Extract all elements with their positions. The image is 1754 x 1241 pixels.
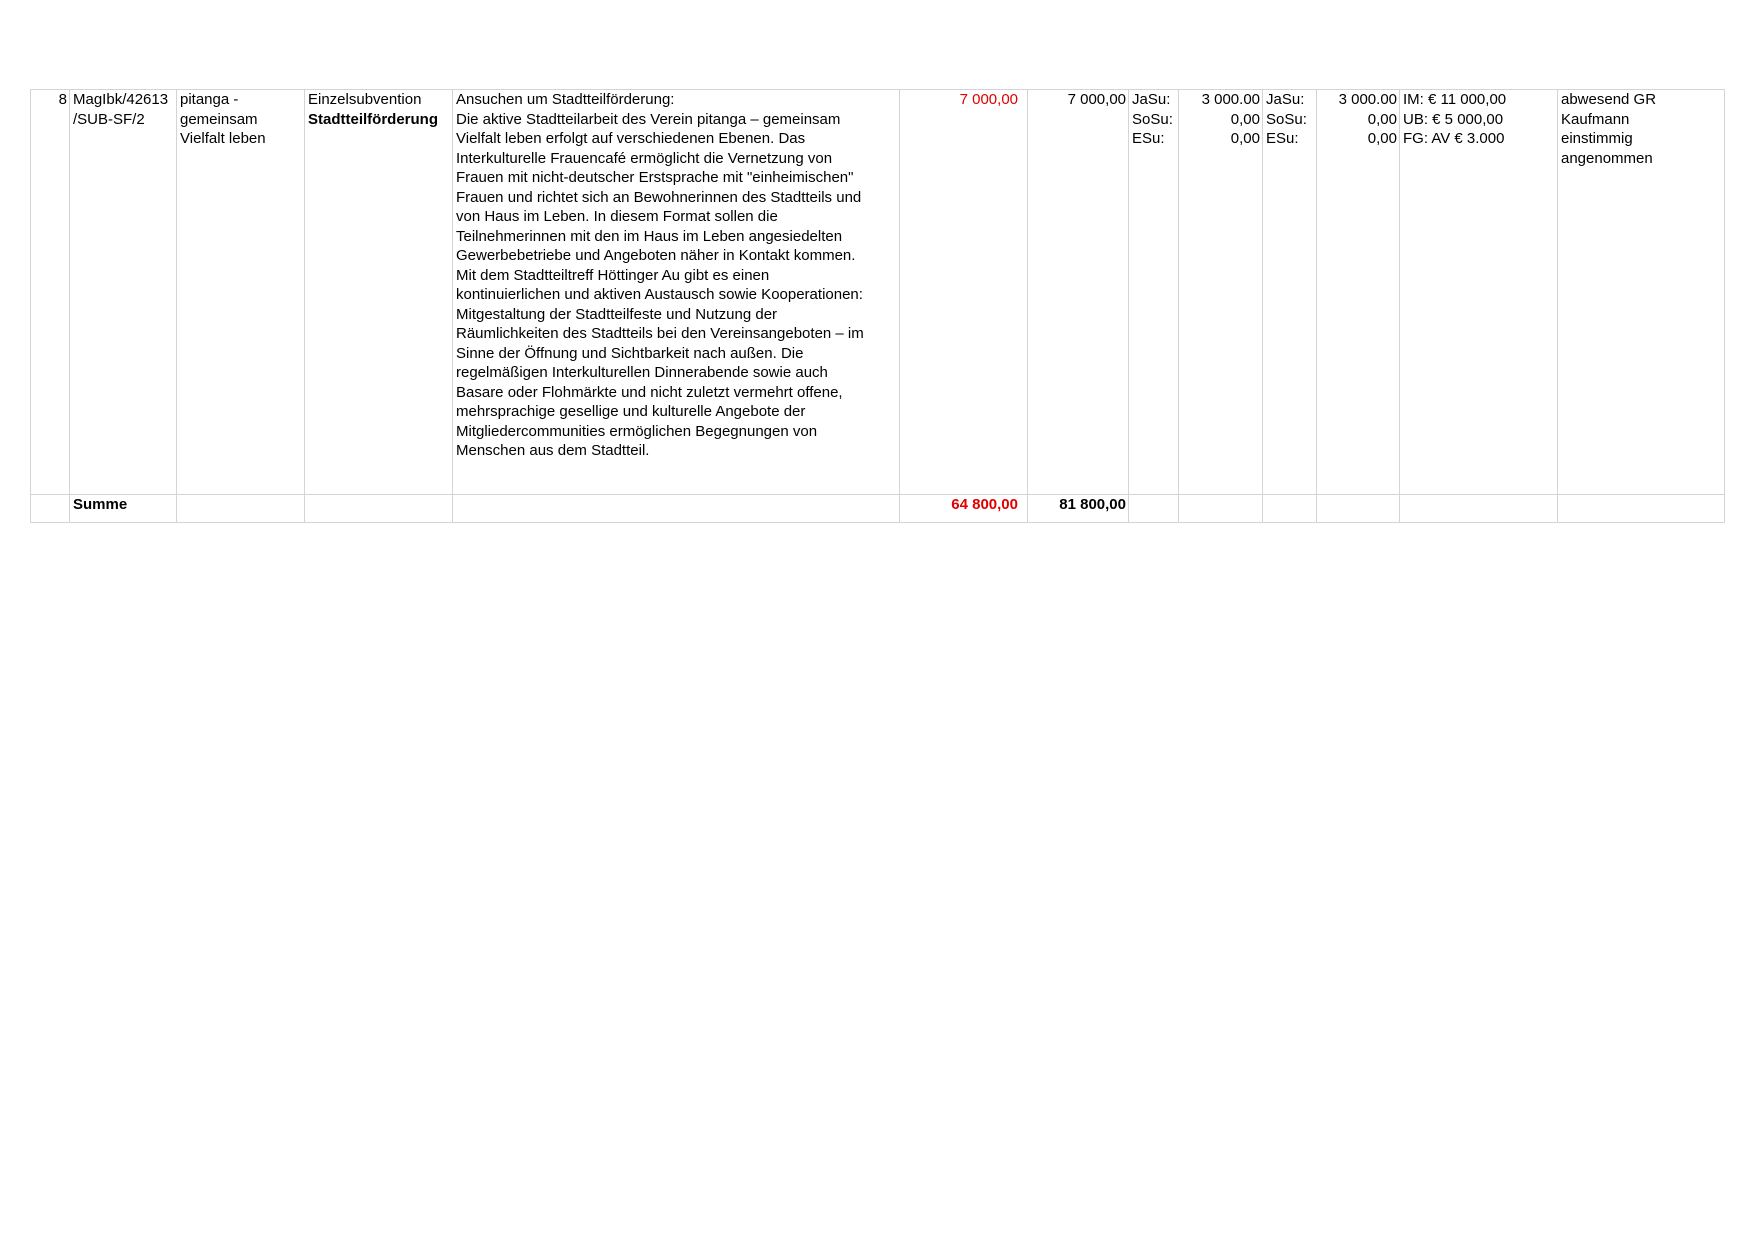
subsidy-labels-b: JaSu: SoSu: ESu: xyxy=(1263,90,1317,495)
subsidy-table xyxy=(30,89,1725,523)
subsidy-values-b: 3 000.00 0,00 0,00 xyxy=(1317,90,1400,495)
sum-amount-requested: 64 800,00 xyxy=(900,495,1028,523)
sum-label: Summe xyxy=(70,495,177,523)
subsidy-type-kind: Einzelsubvention xyxy=(308,91,422,108)
description: Ansuchen um Stadtteilförderung: Die aktive Stadtteilarbeit des Verein pitanga – gemeinsam Vielfalt leben erfolgt auf verschiedenen Ebenen. Das Interkulturelle Frauencafé ermöglicht die Vernetzung von Frauen mit nicht-deutscher Erstsprache mit "einheimischen" Frauen und richtet sich an Bewohnerinnen des Stadtteils und von Haus im Leben. In diesem Format sollen die Teilnehmerinnen mit den im Haus im Leben angesiedelten Gewerbebetriebe und Angeboten näher in Kontakt kommen. Mit dem Stadtteiltreff Höttinger Au gibt es einen kontinuierlichen und aktiven Austausch sowie Kooperationen: Mitgestaltung der Stadtteilfeste und Nutzung der Räumlichkeiten des Stadtteils bei den Vereinsangeboten – im Sinne der Öffnung und Sichtbarkeit nach außen. Die regelmäßigen Interkulturellen Dinnerabende sowie auch Basare oder Flohmärkte und nicht zuletzt vermehrt offene, mehrsprachige gesellige und kulturelle Angebote der Mitgliedercommunities ermöglichen Begegnungen von Menschen aus dem Stadtteil. xyxy=(453,90,900,495)
sum-empty-cell xyxy=(1400,495,1558,523)
sum-amount-approved: 81 800,00 xyxy=(1028,495,1129,523)
sum-empty-cell xyxy=(1558,495,1725,523)
sum-empty-cell xyxy=(1129,495,1179,523)
subsidy-values-a: 3 000.00 0,00 0,00 xyxy=(1179,90,1263,495)
reference-number: MagIbk/42613 /SUB-SF/2 xyxy=(70,90,177,495)
sum-empty-cell xyxy=(1263,495,1317,523)
sum-empty-cell xyxy=(453,495,900,523)
sum-row xyxy=(31,495,1725,523)
sum-empty-cell xyxy=(1317,495,1400,523)
row-number: 8 xyxy=(31,90,70,495)
sum-empty-cell xyxy=(177,495,305,523)
applicant-name: pitanga - gemeinsam Vielfalt leben xyxy=(177,90,305,495)
funding-info: IM: € 11 000,00 UB: € 5 000,00 FG: AV € 3.000 xyxy=(1400,90,1558,495)
sum-empty-cell xyxy=(305,495,453,523)
sum-empty-cell xyxy=(1179,495,1263,523)
subsidy-type-category: Stadtteilförderung xyxy=(308,110,438,128)
subsidy-labels-a: JaSu: SoSu: ESu: xyxy=(1129,90,1179,495)
remark: abwesend GR Kaufmann einstimmig angenommen xyxy=(1558,90,1725,495)
amount-approved: 7 000,00 xyxy=(1028,90,1129,495)
table-row xyxy=(31,90,1725,495)
subsidy-type xyxy=(305,90,453,495)
amount-requested: 7 000,00 xyxy=(900,90,1028,495)
sum-empty-cell xyxy=(31,495,70,523)
